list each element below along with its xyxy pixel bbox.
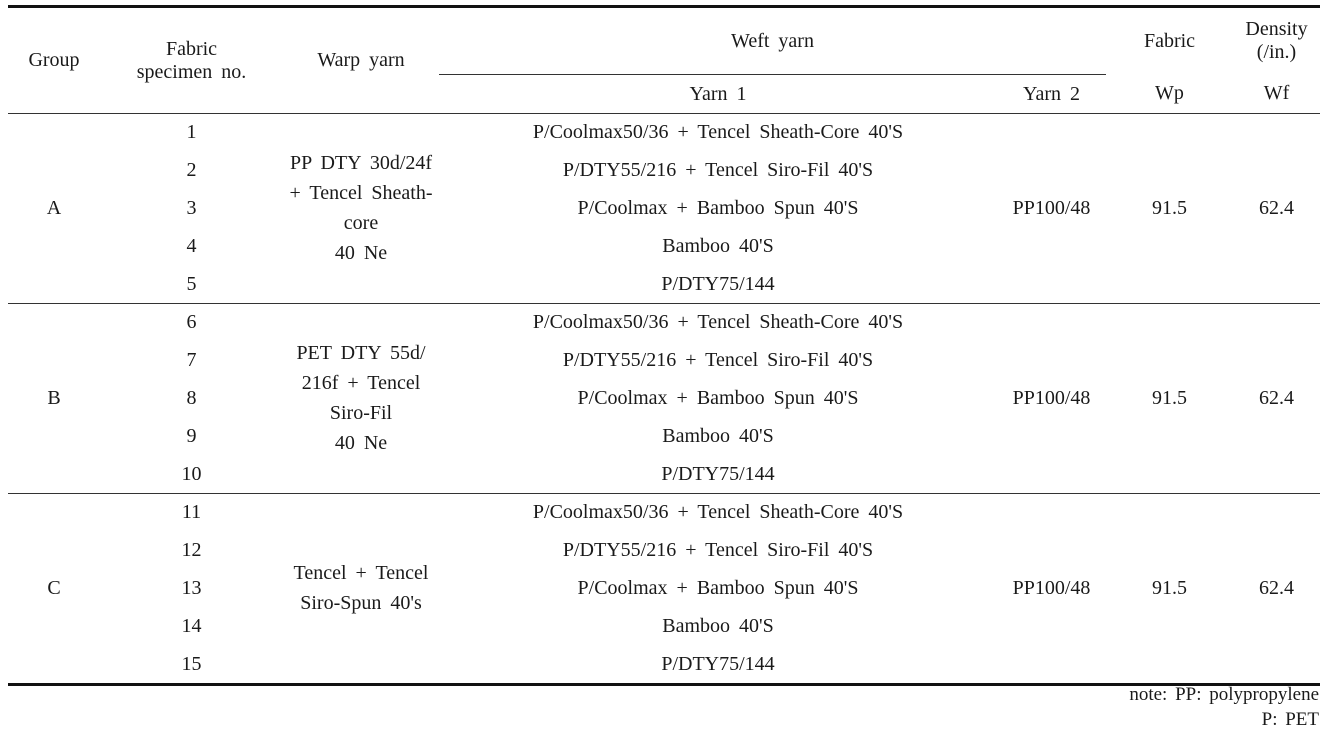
specimen-no: 1 [186,121,197,144]
density-wf: 62.4 [1259,576,1294,599]
warp-line: 216f + Tencel [301,372,421,395]
warp-line: + Tencel Sheath- [289,182,433,205]
weft-yarn1: Bamboo 40'S [662,424,774,447]
header-density [1233,7,1320,75]
warp-line: PET DTY 55d/ [296,342,426,365]
group-label: A [46,196,62,219]
fabric-specimen-table [8,5,1320,686]
table-note [1129,682,1319,732]
weft-yarn1: P/DTY55/216 + Tencel Siro-Fil 40'S [562,159,874,182]
header-warp: Warp yarn [317,49,405,71]
group-c [8,493,1320,684]
weft-yarn1: Bamboo 40'S [662,234,774,257]
specimen-no: 11 [181,501,202,524]
weft-yarn1: P/DTY55/216 + Tencel Siro-Fil 40'S [562,349,874,372]
weft-yarn1: P/DTY75/144 [661,652,775,675]
specimen-no: 4 [186,234,197,257]
group-label: C [47,576,61,599]
weft-yarn1: P/Coolmax50/36 + Tencel Sheath-Core 40'S [532,501,904,524]
table-row [8,303,1320,341]
weft-yarn1: P/DTY75/144 [661,272,775,295]
header-yarn2: Yarn 2 [1023,82,1080,105]
density-wp: 91.5 [1152,386,1187,409]
note-line: note: PP: polypropylene [1129,684,1319,705]
weft-yarn1: P/Coolmax + Bamboo Spun 40'S [577,196,859,219]
group-label: B [47,386,61,409]
weft-yarn1: P/Coolmax50/36 + Tencel Sheath-Core 40'S [532,311,904,334]
table-row [8,493,1320,531]
specimen-no: 12 [181,539,202,562]
specimen-no: 9 [186,424,197,447]
header-group: Group [28,49,80,71]
header-specimen-line1: Fabric [165,37,218,60]
header-wp: Wp [1155,82,1184,105]
specimen-no: 3 [186,196,197,219]
warp-yarn [283,493,439,684]
warp-line: Siro-Fil [329,402,393,425]
warp-yarn [283,303,439,493]
group-a [8,114,1320,304]
specimen-no: 13 [181,576,202,599]
header-wf: Wf [1263,82,1290,105]
warp-line: Siro-Spun 40's [300,592,422,615]
weft-yarn2: PP100/48 [1012,386,1091,409]
specimen-no: 8 [186,386,197,409]
table-header [8,7,1320,114]
weft-yarn1: P/Coolmax + Bamboo Spun 40'S [577,576,859,599]
specimen-no: 15 [181,652,202,675]
warp-line: core [343,212,379,235]
header-specimen [100,7,283,114]
warp-line: 40 Ne [334,242,388,265]
header-density-line2: (/in.) [1256,41,1297,64]
weft-yarn1: P/DTY75/144 [661,462,775,485]
weft-yarn1: Bamboo 40'S [662,614,774,637]
weft-yarn1: P/Coolmax + Bamboo Spun 40'S [577,386,859,409]
specimen-no: 10 [181,462,202,485]
header-weft: Weft yarn [439,7,1106,75]
specimen-no: 2 [186,159,197,182]
specimen-no: 6 [186,311,197,334]
density-wp: 91.5 [1152,576,1187,599]
header-yarn1: Yarn 1 [689,82,747,105]
specimen-no: 5 [186,272,197,295]
header-fabric: Fabric [1143,29,1196,52]
warp-line: PP DTY 30d/24f [289,152,433,175]
density-wf: 62.4 [1259,196,1294,219]
warp-line: 40 Ne [334,432,388,455]
weft-yarn1: P/DTY55/216 + Tencel Siro-Fil 40'S [562,539,874,562]
specimen-no: 14 [181,614,202,637]
specimen-no: 7 [186,349,197,372]
header-density-line1: Density [1245,18,1308,41]
header-specimen-line2: specimen no. [136,60,247,83]
note-line: P: PET [1261,709,1319,730]
group-b [8,303,1320,493]
weft-yarn2: PP100/48 [1012,576,1091,599]
table-row [8,114,1320,152]
weft-yarn1: P/Coolmax50/36 + Tencel Sheath-Core 40'S [532,121,904,144]
warp-yarn [283,114,439,304]
density-wf: 62.4 [1259,386,1294,409]
weft-yarn2: PP100/48 [1012,196,1091,219]
density-wp: 91.5 [1152,196,1187,219]
warp-line: Tencel + Tencel [293,562,429,585]
